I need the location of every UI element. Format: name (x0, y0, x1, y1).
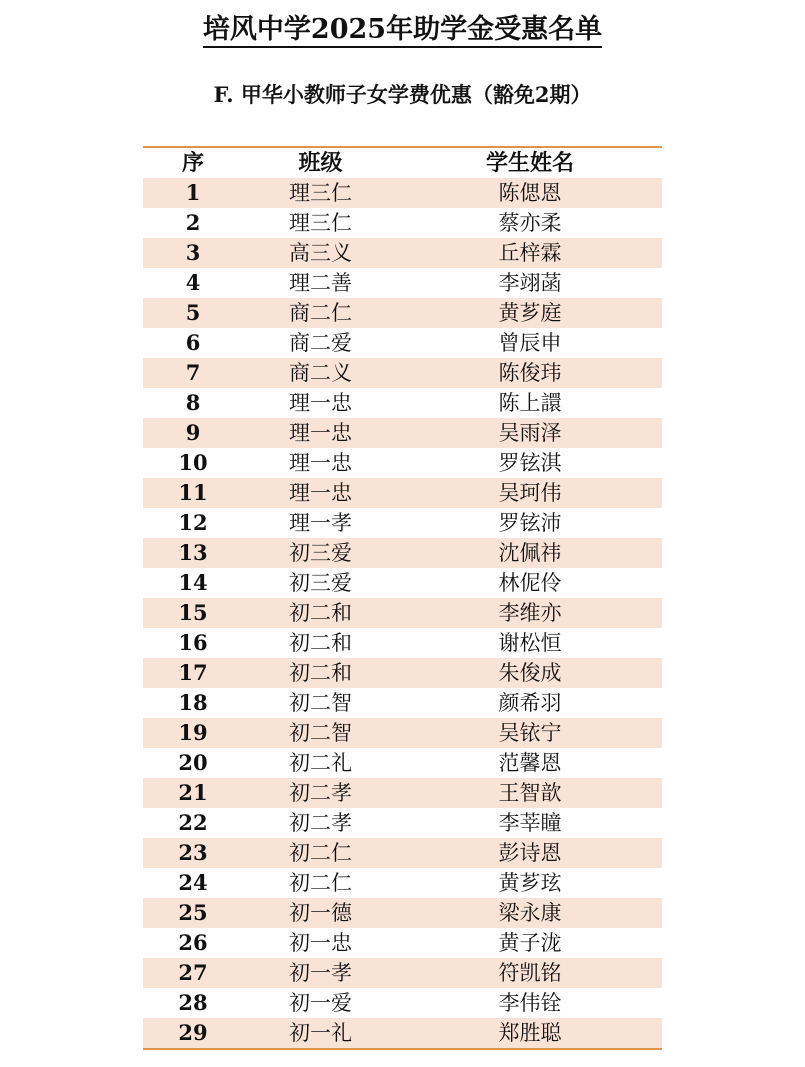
table-row (143, 508, 662, 538)
table-bottom-rule (143, 1048, 662, 1050)
row-class: 理三仁 (289, 211, 352, 235)
row-class: 商二爱 (289, 331, 352, 355)
row-class: 初三爱 (289, 571, 352, 595)
row-number: 20 (178, 750, 208, 775)
row-class: 高三义 (289, 241, 352, 265)
table-row (143, 238, 662, 268)
table-row (143, 268, 662, 298)
table-row (143, 568, 662, 598)
row-student-name: 颜希羽 (498, 691, 562, 715)
row-class: 理一孝 (289, 511, 352, 535)
row-student-name: 郑胜聪 (498, 1021, 562, 1045)
row-student-name: 朱俊成 (498, 661, 562, 685)
row-student-name: 范馨恩 (498, 751, 562, 775)
row-number: 19 (178, 720, 208, 745)
row-number: 23 (178, 840, 208, 865)
row-number: 13 (178, 540, 208, 565)
row-number: 15 (178, 600, 208, 625)
row-student-name: 李伟铨 (498, 991, 562, 1015)
row-class: 商二仁 (289, 301, 352, 325)
table-row (143, 478, 662, 508)
row-number: 26 (178, 930, 208, 955)
document-title (0, 10, 805, 50)
row-class: 理一忠 (289, 421, 352, 445)
row-number: 14 (178, 570, 208, 595)
row-student-name: 李翊菡 (498, 271, 562, 295)
row-student-name: 吴雨泽 (498, 421, 562, 445)
table-row (143, 598, 662, 628)
row-number: 2 (185, 210, 201, 235)
table-row (143, 688, 662, 718)
row-student-name: 黄子泷 (498, 931, 562, 955)
row-class: 初二仁 (289, 841, 352, 865)
row-number: 17 (178, 660, 208, 685)
table-row (143, 958, 662, 988)
row-number: 21 (178, 780, 208, 805)
table-row (143, 538, 662, 568)
header-number: 序 (181, 150, 204, 176)
table-row (143, 898, 662, 928)
row-number: 1 (185, 180, 201, 205)
table-row (143, 838, 662, 868)
row-number: 11 (178, 480, 208, 505)
row-student-name: 罗铉沛 (498, 511, 562, 535)
table-row (143, 298, 662, 328)
row-student-name: 丘梓霖 (498, 241, 562, 265)
row-number: 8 (185, 390, 201, 415)
row-number: 5 (185, 300, 201, 325)
row-class: 初一孝 (289, 961, 352, 985)
table-row (143, 718, 662, 748)
recipient-table (143, 146, 662, 1050)
row-class: 理二善 (289, 271, 352, 295)
table-row (143, 1018, 662, 1048)
row-student-name: 吴珂伟 (498, 481, 562, 505)
row-student-name: 梁永康 (498, 901, 562, 925)
row-student-name: 陈偲恩 (498, 181, 562, 205)
row-class: 初二孝 (289, 781, 352, 805)
header-student-name: 学生姓名 (485, 150, 574, 176)
row-student-name: 林伲伶 (498, 571, 562, 595)
row-class: 初二孝 (289, 811, 352, 835)
row-class: 理三仁 (289, 181, 352, 205)
row-class: 理一忠 (289, 481, 352, 505)
row-student-name: 陈上譞 (498, 391, 562, 415)
row-number: 4 (185, 270, 201, 295)
row-student-name: 曾辰申 (498, 331, 562, 355)
table-row (143, 988, 662, 1018)
row-student-name: 黄芗玹 (498, 871, 562, 895)
row-number: 12 (178, 510, 208, 535)
row-class: 初二和 (289, 631, 352, 655)
row-student-name: 黄芗庭 (498, 301, 562, 325)
row-number: 6 (185, 330, 201, 355)
row-number: 9 (185, 420, 201, 445)
table-row (143, 328, 662, 358)
row-student-name: 李维亦 (498, 601, 562, 625)
row-class: 初二智 (289, 721, 352, 745)
row-class: 初一爱 (289, 991, 352, 1015)
row-class: 商二义 (289, 361, 352, 385)
row-student-name: 李莘瞳 (498, 811, 562, 835)
table-row (143, 748, 662, 778)
row-class: 初二礼 (289, 751, 352, 775)
row-number: 16 (178, 630, 208, 655)
row-number: 10 (178, 450, 208, 475)
row-student-name: 沈佩祎 (498, 541, 562, 565)
row-student-name: 谢松恒 (498, 631, 562, 655)
row-number: 3 (185, 240, 201, 265)
table-row (143, 658, 662, 688)
table-row (143, 928, 662, 958)
table-row (143, 778, 662, 808)
row-class: 初二和 (289, 661, 352, 685)
row-student-name: 符凯铭 (498, 961, 562, 985)
table-row (143, 358, 662, 388)
row-number: 25 (178, 900, 208, 925)
table-row (143, 448, 662, 478)
row-class: 初二和 (289, 601, 352, 625)
row-class: 初一忠 (289, 931, 352, 955)
row-class: 初二智 (289, 691, 352, 715)
table-row (143, 628, 662, 658)
row-number: 29 (178, 1020, 208, 1045)
table-row (143, 208, 662, 238)
table-row (143, 178, 662, 208)
row-number: 24 (178, 870, 208, 895)
row-class: 初一德 (289, 901, 352, 925)
section-subtitle: F. 甲华小教师子女学费优惠（豁免2期） (213, 82, 592, 107)
header-class: 班级 (298, 150, 343, 176)
row-student-name: 陈俊玮 (498, 361, 562, 385)
document-title-text: 培风中学2025年助学金受惠名单 (203, 14, 602, 48)
row-student-name: 彭诗恩 (498, 841, 562, 865)
row-student-name: 王智歆 (498, 781, 562, 805)
row-class: 初一礼 (289, 1021, 352, 1045)
table-row (143, 808, 662, 838)
row-class: 初二仁 (289, 871, 352, 895)
row-class: 理一忠 (289, 391, 352, 415)
table-row (143, 868, 662, 898)
row-student-name: 吴铱宁 (498, 721, 562, 745)
row-number: 7 (185, 360, 201, 385)
row-class: 初三爱 (289, 541, 352, 565)
table-header-row (143, 148, 662, 178)
row-class: 理一忠 (289, 451, 352, 475)
row-number: 27 (178, 960, 208, 985)
table-row (143, 418, 662, 448)
row-student-name: 蔡亦柔 (498, 211, 562, 235)
row-number: 28 (178, 990, 208, 1015)
table-row (143, 388, 662, 418)
row-number: 22 (178, 810, 208, 835)
row-student-name: 罗铉淇 (498, 451, 562, 475)
row-number: 18 (178, 690, 208, 715)
table-body (143, 178, 662, 1048)
